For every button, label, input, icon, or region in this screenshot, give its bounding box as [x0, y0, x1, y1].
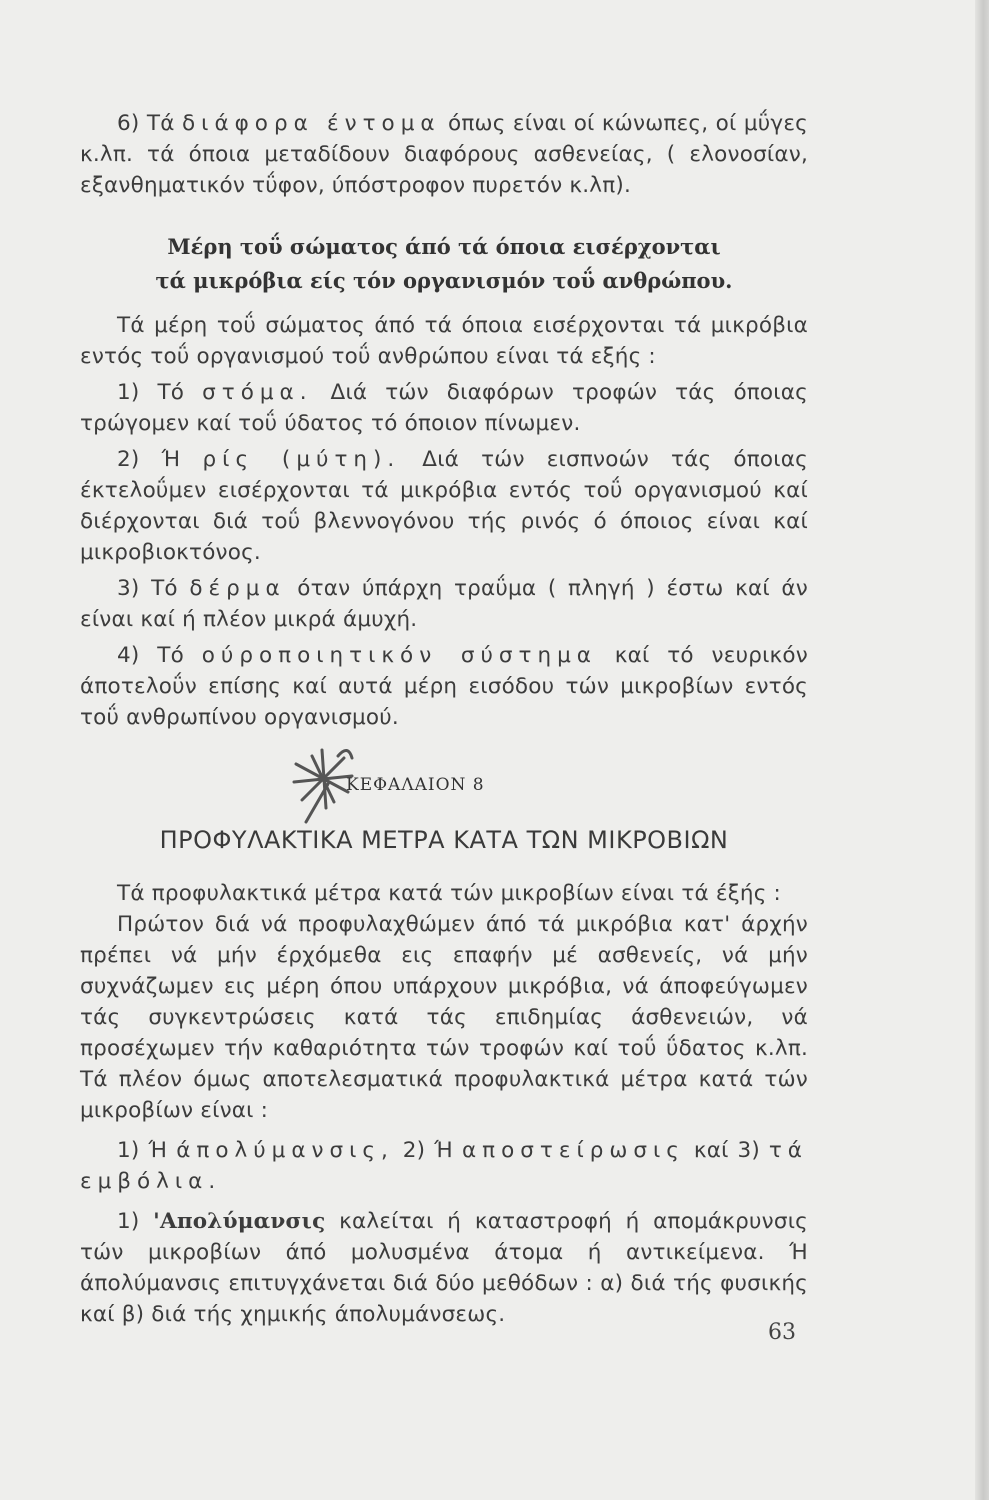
entry-routes-block — [80, 310, 808, 733]
list-item: 4) Τό ούροποιητικόν σύστημα καί τό νευρικόν άποτελοΰν επίσης καί αυτά μέρη εισόδου τών μικροβίων εντός τοΰ ανθρωπίνου οργανισμού. — [80, 643, 808, 730]
chapter-body — [80, 878, 808, 1330]
list-item: 2) Ή ρίς (μύτη). Διά τών εισπνοών τάς όποιας έκτελοΰμεν εισέρχονται τά μικρόβια εντός τοΰ οργανισμού καί διέρχονται διά τοΰ βλεννογόνου τής ρινός ό όποιος είναι καί μικροβιοκτόνος. — [80, 447, 808, 565]
page-number: 63 — [768, 1320, 796, 1345]
chapter-paragraph: Πρώτον διά νά προφυλαχθώμεν άπό τά μικρόβια κατ' άρχήν πρέπει νά μήν έρχόμεθα εις επαφήν μέ ασθενείς, νά μήν συχνάζωμεν εις μέρη όπου υπάρχουν μικρόβια, νά άποφεύγωμεν τάς συγκεντρώσεις κατά τάς επιδημίας άσθενειών, νά προσέχωμεν τήν καθαριότητα τών τροφών καί τοΰ ΰδατος κ.λπ. Τά πλέον όμως αποτελεσματικά προφυλακτικά μέτρα κατά τών μικροβίων είναι : — [80, 912, 808, 1123]
definition-paragraph: 1) 'Απολύμανσις καλείται ή καταστροφή ή απομάκρυνσις τών μικροβίων άπό μολυσμένα άτομα ή αντικείμενα. Ή άπολύμανσις επιτυγχάνεται διά δύο μεθόδων : α) διά τής φυσικής καί β) διά τής χημικής άπολυμάνσεως. — [80, 1209, 808, 1327]
section-heading-line1: Μέρη τοΰ σώματος άπό τά όποια εισέρχονται — [167, 234, 721, 259]
list-item: 1) Τό στόμα. Διά τών διαφόρων τροφών τάς όποιας τρώγομεν καί τοΰ ύδατος τό όποιον πίνωμεν. — [80, 380, 808, 436]
chapter-label: ΚΕΦΑΛΑΙΟΝ 8 — [346, 775, 485, 795]
measures-list: 1) Ή άπολύμανσις, 2) Ή αποστείρωσις καί 3) τά εμβόλια. — [80, 1138, 808, 1194]
list-item: 3) Τό δέρμα όταν ύπάρχη τραΰμα ( πληγή ) έστω καί άν είναι καί ή πλέον μικρά άμυχή. — [80, 576, 808, 632]
page-edge-shadow — [975, 0, 989, 1500]
chapter-intro: Τά προφυλακτικά μέτρα κατά τών μικροβίων είναι τά έξής : — [117, 881, 781, 906]
intro-paragraph: Τά μέρη τοΰ σώματος άπό τά όποια εισέρχονται τά μικρόβια εντός τοΰ οργανισμού τοΰ ανθρώπου είναι τά εξής : — [80, 313, 808, 369]
paragraph-insects: 6) Τά διάφορα έντομα όπως είναι οί κώνωπες, οί μΰγες κ.λπ. τά όποια μεταδίδουν διαφόρους ασθενείας, ( ελονοσίαν, εξανθηματικόν τΰφον, ύπόστροφον πυρετόν κ.λπ). — [80, 111, 808, 198]
section-heading-line2: τά μικρόβια είς τόν οργανισμόν τοΰ ανθρώπου. — [155, 268, 733, 293]
section-heading — [80, 230, 808, 298]
chapter-title: ΠΡΟΦΥΛΑΚΤΙΚΑ ΜΕΤΡΑ ΚΑΤΑ ΤΩΝ ΜΙΚΡΟΒΙΩΝ — [159, 826, 729, 854]
